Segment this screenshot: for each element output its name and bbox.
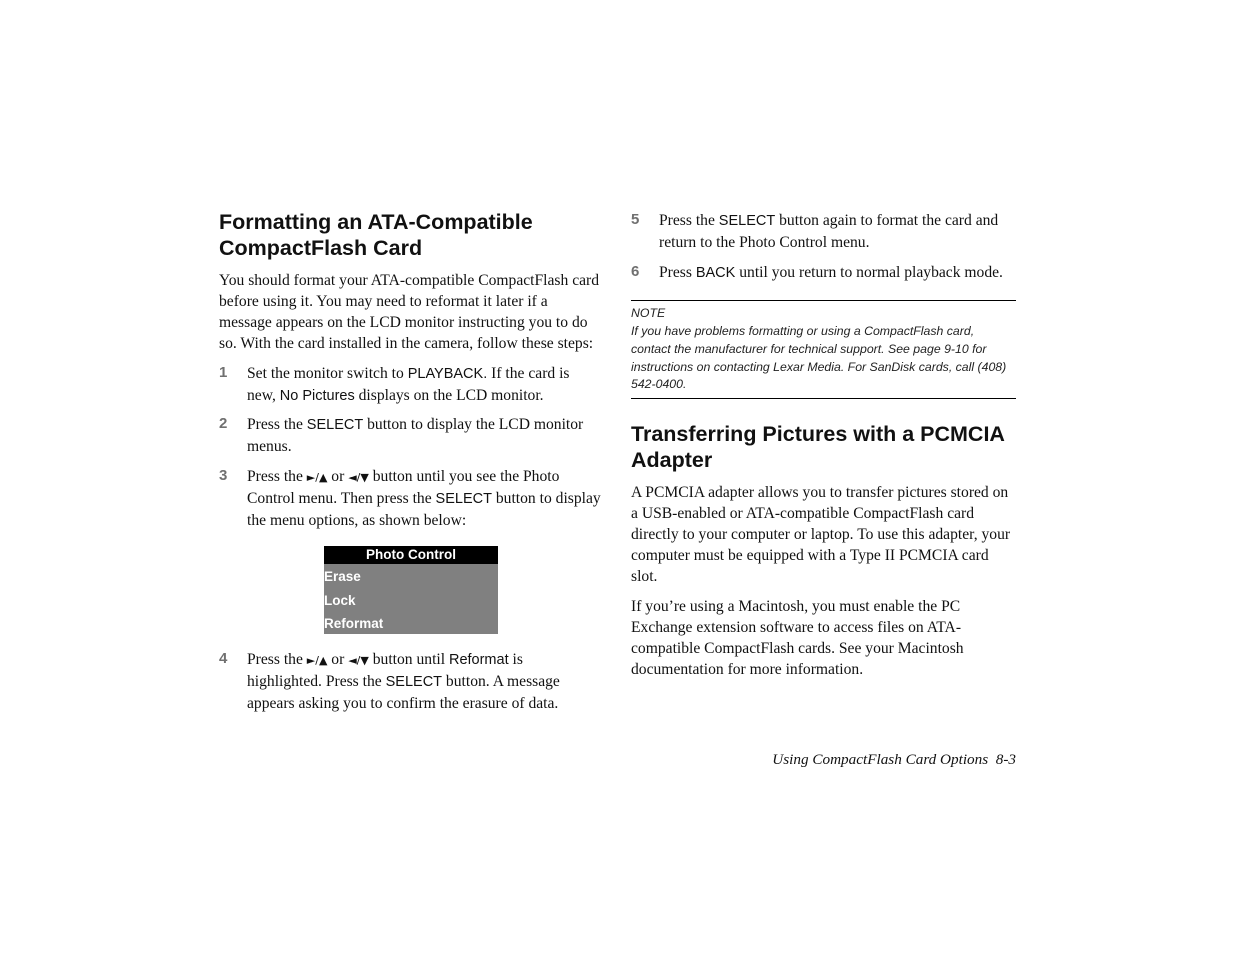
- menu-item-lock: Lock: [324, 593, 356, 608]
- keyword-back: BACK: [695, 265, 736, 281]
- step-text: Press BACK until you return to normal playback mode.: [659, 264, 1003, 281]
- menu-item-reformat: Reformat: [324, 616, 384, 631]
- keyword-select: SELECT: [306, 417, 364, 433]
- photo-control-menu: [324, 546, 498, 634]
- step-text: Press the ►/▲ or ◄/▼ button until Reformat is highlighted. Press the SELECT button. A message appears asking you to confirm the erasure of data.: [247, 651, 560, 712]
- keyword-select: SELECT: [385, 674, 443, 690]
- step-number: 1: [219, 364, 228, 381]
- step-number: 6: [631, 263, 640, 280]
- intro-paragraph: You should format your ATA-compatible CompactFlash card before using it. You may need to reformat it later if a message appears on the LCD monitor instructing you to do so. With the card installed in the camera, follow these steps:: [219, 272, 600, 352]
- menu-item-erase: Erase: [324, 569, 361, 584]
- right-up-arrow-icon: ►/▲: [306, 471, 328, 484]
- keyword-select: SELECT: [435, 491, 492, 507]
- step-number: 3: [219, 467, 228, 484]
- right-up-arrow-icon: ►/▲: [306, 654, 328, 667]
- note-label: NOTE: [631, 306, 666, 320]
- step-number: 2: [219, 415, 228, 432]
- section-heading-formatting: Formatting an ATA-Compatible CompactFlash Card: [219, 210, 533, 260]
- keyword-playback: PLAYBACK.: [407, 366, 488, 382]
- keyword-no-pictures: No Pictures: [279, 388, 355, 404]
- step-text: Press the ►/▲ or ◄/▼ button until you see the Photo Control menu. Then press the SELECT button to display the menu options, as shown below:: [247, 468, 601, 529]
- keyword-reformat: Reformat: [448, 652, 509, 668]
- left-down-arrow-icon: ◄/▼: [348, 471, 369, 484]
- step-text: Press the SELECT button again to format the card and return to the Photo Control menu.: [659, 212, 999, 251]
- pcmcia-paragraph: A PCMCIA adapter allows you to transfer pictures stored on a USB-enabled or ATA-compatible CompactFlash card directly to your computer or laptop. To use this adapter, your computer must be equipped with a Type II PCMCIA card slot.: [631, 484, 1011, 585]
- note-body: If you have problems formatting or using a CompactFlash card, contact the manufacturer for technical support. See page 9-10 for instructions on contacting Lexar Media. For SanDisk cards, call (408) 542-0400.: [631, 324, 1007, 392]
- section-heading-transferring: Transferring Pictures with a PCMCIA Adapter: [631, 422, 1005, 472]
- step-text: Press the SELECT button to display the LCD monitor menus.: [247, 416, 584, 455]
- footer-text: Using CompactFlash Card Options: [772, 751, 989, 768]
- step-number: 5: [631, 211, 640, 228]
- page-footer: [772, 750, 1016, 770]
- note-box: [631, 300, 1016, 399]
- step-text: Set the monitor switch to PLAYBACK. If the card is new, No Pictures displays on the LCD monitor.: [247, 365, 570, 404]
- left-down-arrow-icon: ◄/▼: [348, 654, 369, 667]
- macintosh-paragraph: If you’re using a Macintosh, you must enable the PC Exchange extension software to access files on ATA-compatible CompactFlash cards. See your Macintosh documentation for more information.: [631, 598, 964, 678]
- keyword-select: SELECT: [718, 213, 776, 229]
- step-number: 4: [219, 650, 228, 667]
- menu-title: Photo Control: [324, 546, 498, 564]
- page-number: 8-3: [995, 751, 1016, 768]
